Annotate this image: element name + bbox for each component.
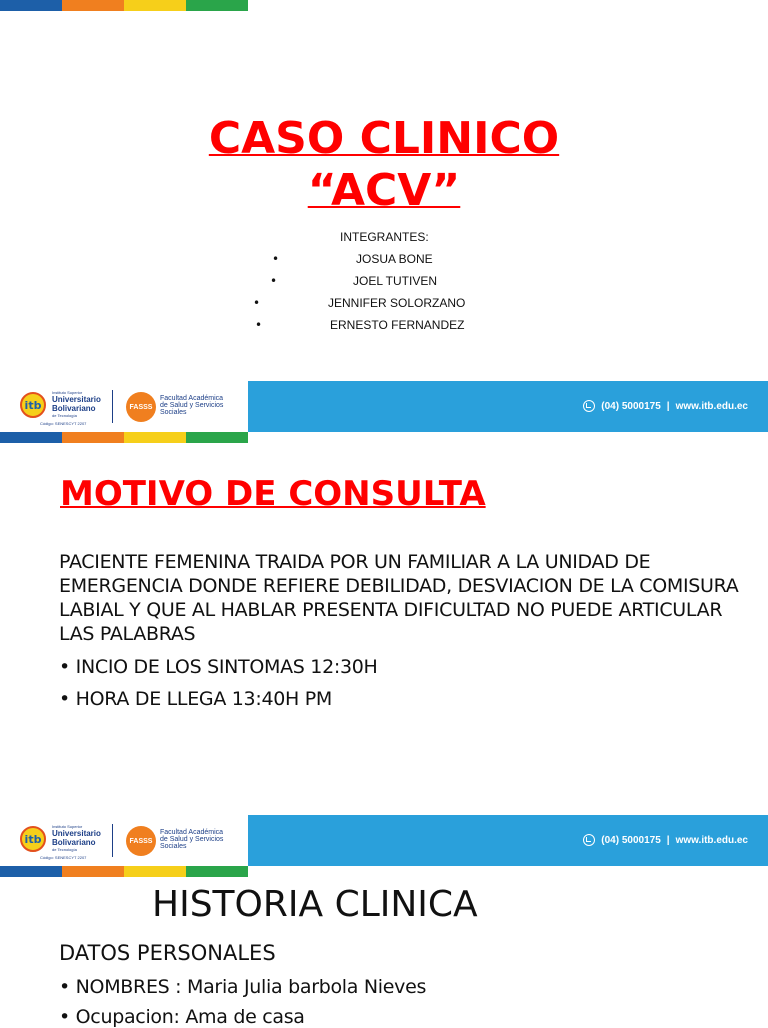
itb-logo-text: Instituto Superior Universitario Bolivariano de Tecnología bbox=[52, 390, 101, 418]
bullet: • bbox=[272, 252, 280, 266]
phone-number: (04) 5000175 bbox=[601, 400, 661, 412]
footer-band bbox=[0, 381, 768, 432]
top-color-stripes bbox=[0, 0, 248, 11]
contact-info bbox=[583, 400, 748, 412]
footer-color-stripes bbox=[0, 866, 248, 877]
separator: | bbox=[666, 834, 670, 846]
title-line-1: CASO CLINICO bbox=[208, 113, 560, 164]
member-item: JOEL TUTIVEN bbox=[353, 274, 438, 288]
footer-logo-area bbox=[0, 815, 248, 866]
website-link[interactable]: www.itb.edu.ec bbox=[675, 834, 748, 846]
motivo-paragraph: PACIENTE FEMENINA TRAIDA POR UN FAMILIAR A LA UNIDAD DE EMERGENCIA DONDE REFIERE DEBILIDAD, DESVIACION DE LA COMISURA LABIAL Y QUE AL HABLAR PRESENTA DIFICULTAD NO PUEDE ARTICULAR LAS PALABRAS bbox=[59, 551, 739, 645]
itb-code: Código: SENESCYT 2207 bbox=[40, 421, 87, 426]
integrantes-label: INTEGRANTES: bbox=[340, 230, 429, 244]
itb-logo-icon: itb bbox=[20, 826, 46, 852]
itb-code: Código: SENESCYT 2207 bbox=[40, 855, 87, 860]
bullet: • bbox=[255, 318, 263, 332]
member-item: JOSUA BONE bbox=[356, 252, 433, 266]
fasss-logo-text: Facultad Académica de Salud y Servicios Sociales bbox=[160, 395, 224, 416]
divider bbox=[112, 824, 113, 857]
footer-logo-area bbox=[0, 381, 248, 432]
contact-info bbox=[583, 834, 748, 846]
historia-heading: HISTORIA CLINICA bbox=[152, 884, 478, 925]
itb-logo-icon: itb bbox=[20, 392, 46, 418]
website-link[interactable]: www.itb.edu.ec bbox=[675, 400, 748, 412]
historia-bullet: • NOMBRES : Maria Julia barbola Nieves bbox=[59, 976, 427, 998]
fasss-logo-icon: FASSS bbox=[126, 826, 156, 856]
phone-icon bbox=[583, 400, 595, 412]
bullet: • bbox=[253, 296, 261, 310]
divider bbox=[112, 390, 113, 423]
member-item: ERNESTO FERNANDEZ bbox=[330, 318, 465, 332]
datos-personales-heading: DATOS PERSONALES bbox=[59, 941, 276, 965]
historia-bullet: • Ocupacion: Ama de casa bbox=[59, 1006, 305, 1028]
motivo-bullet: • HORA DE LLEGA 13:40H PM bbox=[59, 688, 333, 710]
phone-number: (04) 5000175 bbox=[601, 834, 661, 846]
itb-logo-text: Instituto Superior Universitario Bolivariano de Tecnología bbox=[52, 824, 101, 852]
separator: | bbox=[666, 400, 670, 412]
motivo-heading: MOTIVO DE CONSULTA bbox=[60, 474, 486, 514]
title-line-2: “ACV” bbox=[307, 165, 461, 216]
member-item: JENNIFER SOLORZANO bbox=[328, 296, 466, 310]
footer-color-stripes bbox=[0, 432, 248, 443]
phone-icon bbox=[583, 834, 595, 846]
bullet: • bbox=[270, 274, 278, 288]
footer-band bbox=[0, 815, 768, 866]
motivo-bullet: • INCIO DE LOS SINTOMAS 12:30H bbox=[59, 656, 378, 678]
fasss-logo-icon: FASSS bbox=[126, 392, 156, 422]
fasss-logo-text: Facultad Académica de Salud y Servicios Sociales bbox=[160, 829, 224, 850]
